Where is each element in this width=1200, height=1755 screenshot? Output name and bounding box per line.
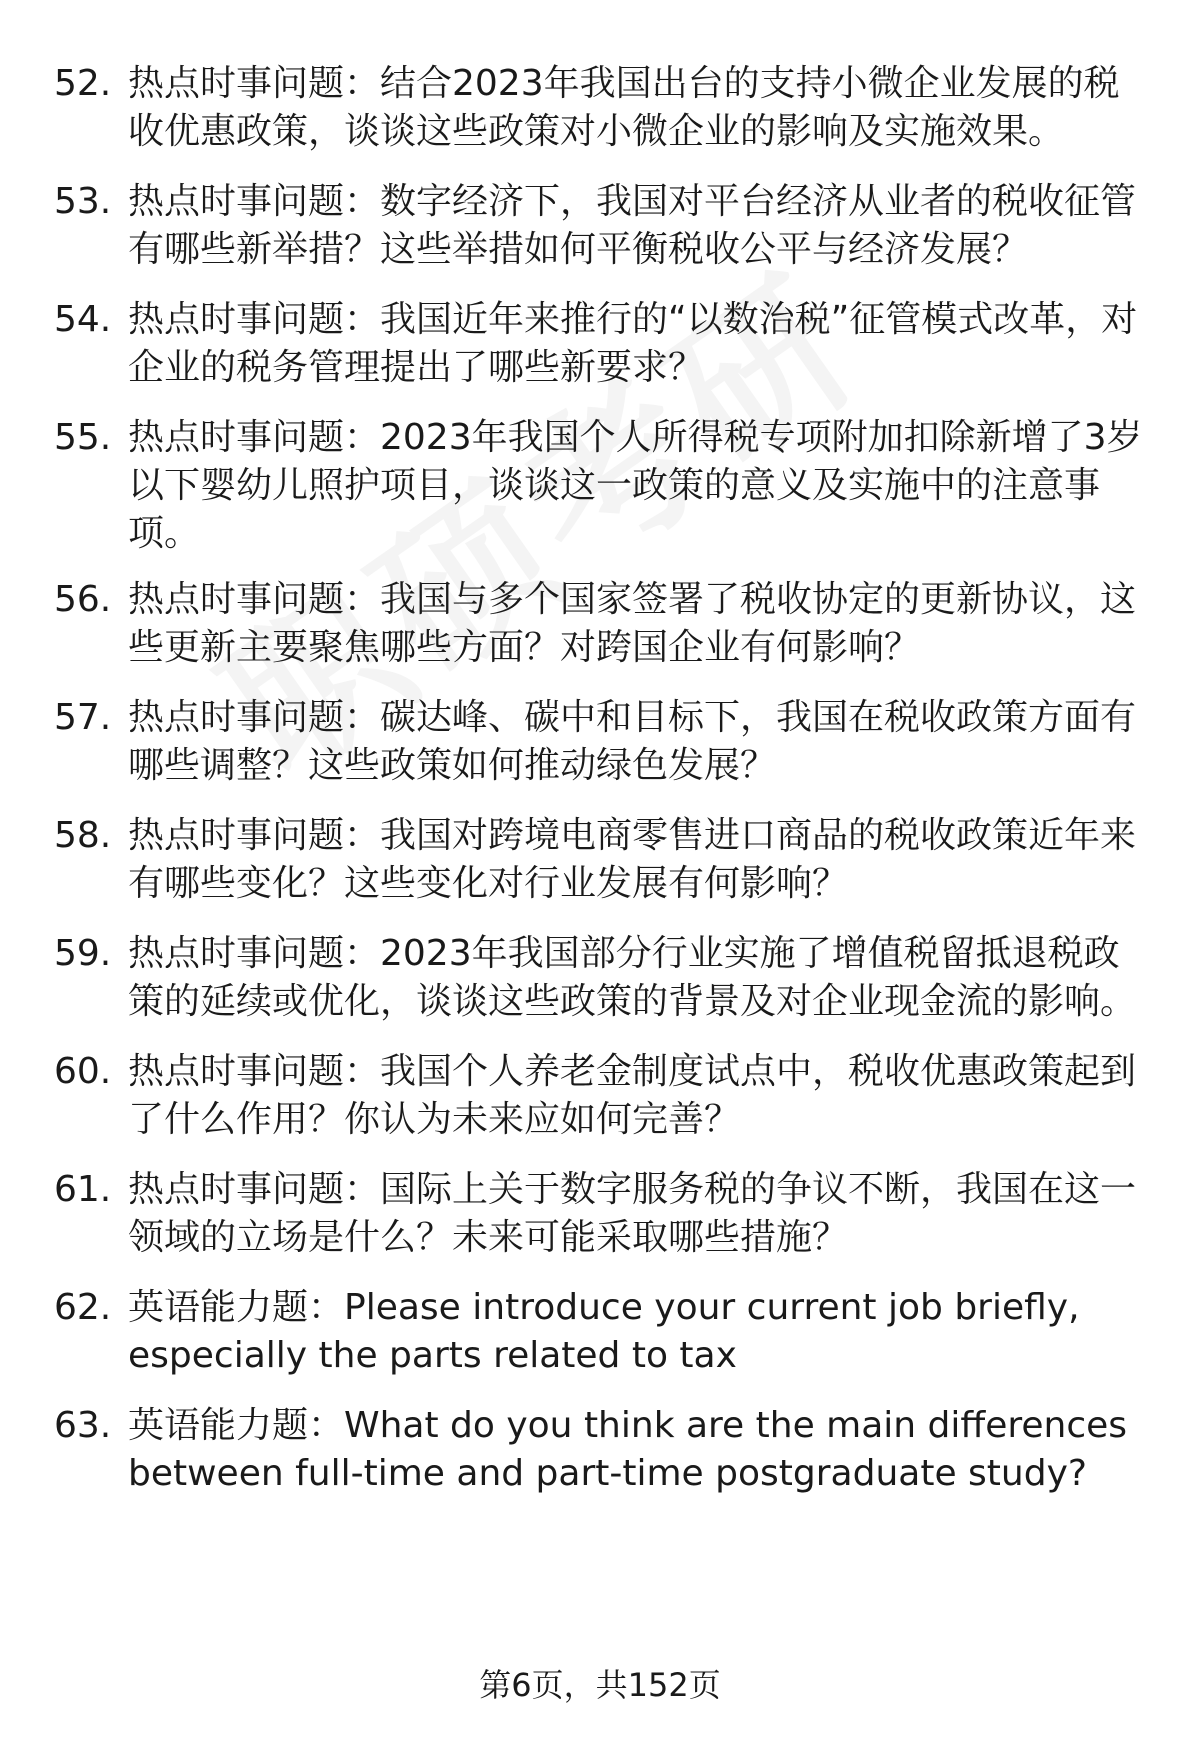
question-text: 英语能力题：What do you think are the main differences between full-time and part-time postgraduate study? (128, 1405, 1128, 1494)
question-item (54, 576, 1154, 672)
question-item (54, 812, 1154, 908)
question-item (54, 1284, 1154, 1380)
question-number: 57. (54, 697, 112, 738)
question-number: 52. (54, 63, 112, 104)
question-text: 热点时事问题：我国与多个国家签署了税收协定的更新协议，这些更新主要聚焦哪些方面？对跨国企业有何影响？ (128, 579, 1137, 668)
question-number: 56. (54, 579, 112, 620)
question-item (54, 178, 1154, 274)
question-item (54, 694, 1154, 790)
question-text: 热点时事问题：我国近年来推行的“以数治税”征管模式改革，对企业的税务管理提出了哪些新要求？ (128, 299, 1138, 388)
question-text: 热点时事问题：2023年我国个人所得税专项附加扣除新增了3岁以下婴幼儿照护项目，谈谈这一政策的意义及实施中的注意事项。 (128, 417, 1143, 554)
question-text: 热点时事问题：我国个人养老金制度试点中，税收优惠政策起到了什么作用？你认为未来应如何完善？ (128, 1051, 1137, 1140)
question-text: 热点时事问题：2023年我国部分行业实施了增值税留抵退税政策的延续或优化，谈谈这些政策的背景及对企业现金流的影响。 (128, 933, 1137, 1022)
question-number: 58. (54, 815, 112, 856)
question-number: 54. (54, 299, 112, 340)
question-number: 55. (54, 417, 112, 458)
question-text: 热点时事问题：数字经济下，我国对平台经济从业者的税收征管有哪些新举措？这些举措如何平衡税收公平与经济发展？ (128, 181, 1137, 270)
question-number: 60. (54, 1051, 112, 1092)
question-text: 热点时事问题：结合2023年我国出台的支持小微企业发展的税收优惠政策，谈谈这些政策对小微企业的影响及实施效果。 (128, 63, 1120, 152)
page-number-footer: 第6页，共152页 (479, 1666, 721, 1704)
question-text: 热点时事问题：碳达峰、碳中和目标下，我国在税收政策方面有哪些调整？这些政策如何推动绿色发展？ (128, 697, 1137, 786)
question-item (54, 60, 1154, 156)
question-text: 英语能力题：Please introduce your current job briefly, especially the parts related to tax (128, 1287, 1080, 1376)
question-number: 63. (54, 1405, 112, 1446)
question-text: 热点时事问题：国际上关于数字服务税的争议不断，我国在这一领域的立场是什么？未来可能采取哪些措施？ (128, 1169, 1137, 1258)
question-item (54, 930, 1154, 1026)
question-number: 61. (54, 1169, 112, 1210)
question-number: 53. (54, 181, 112, 222)
question-number: 59. (54, 933, 112, 974)
question-item (54, 414, 1154, 558)
question-text: 热点时事问题：我国对跨境电商零售进口商品的税收政策近年来有哪些变化？这些变化对行业发展有何影响？ (128, 815, 1137, 904)
question-number: 62. (54, 1287, 112, 1328)
question-item (54, 1048, 1154, 1144)
question-item (54, 1166, 1154, 1262)
question-item (54, 1402, 1154, 1498)
question-item (54, 296, 1154, 392)
